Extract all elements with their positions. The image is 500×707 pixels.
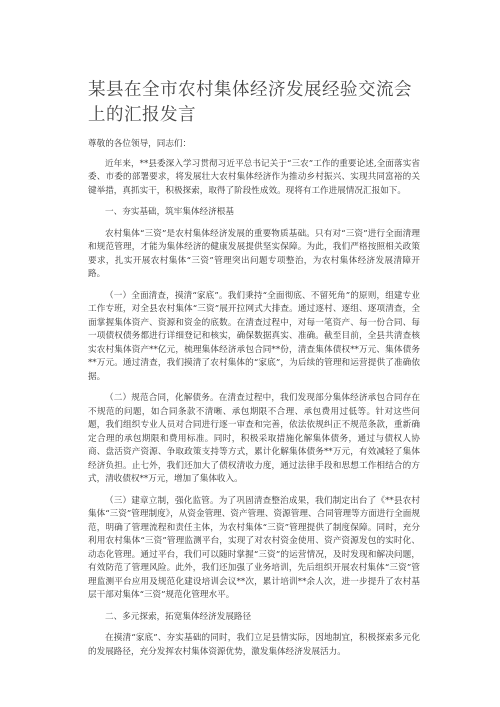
section-1-heading: 一、夯实基础，筑牢集体经济根基 <box>105 207 234 217</box>
document-title: 某县在全市农村集体经济发展经验交流会上的汇报发言 <box>88 80 412 125</box>
section-2-heading: 二、多元探索，拓宽集体经济发展路径 <box>105 611 252 622</box>
intro-paragraph: 近年来，**县委深入学习贯彻习近平总书记关于“三农”工作的重要论述,全面落实省委、市委的部署要求，将发展壮大农村集体经济作为推动乡村振兴、实现共同富裕的关键举措，真抓实干，积极探索，取得了阶段性成效。现将有工作进展情况汇报如下。 <box>88 158 420 196</box>
section-1-item-3: （三）建章立制，强化监管。为了巩固清查整治成果，我们制定出台了《**县农村集体“三资”管理制度》，从资金管理、资产管理、资源管理、合同管理等方面进行全面规范，明确了管理流程和责任主体，为农村集体“三资”管理提供了制度保障。同时，充分利用农村集体“三资”管理监测平台，实现了对农村资金使用、资产资源发包的实时化、动态化管理。通过平台，我们可以随时掌握“三资”的运营情况，及时发现和解决问题，有效防范了管理风险。此外，我们还加强了业务培训，先后组织开展农村集体“三资”管理监测平台应用及规范化建设培训会议**次，累计培训**余人次，进一步提升了农村基层干部对集体“三资”规范化管理水平。 <box>88 495 420 600</box>
salutation: 尊敬的各位领导，同志们： <box>88 139 192 149</box>
section-1-item-2: （二）规范合同，化解债务。在清查过程中，我们发现部分集体经济承包合同存在不规范的问题，如合同条款不清晰、承包期限不合理、承包费用过低等。针对这些问题，我们组织专业人员对合同进行逐一审查和完善，依法依规纠正不规范条款，重新确定合理的承包期限和费用标准。同时，积极采取措施化解集体债务，通过与债权人协商、盘活资产资源、争取政策支持等方式，累计化解集体债务**万元，有效减轻了集体经济负担。止七外，我们还加大了债权清收力度，通过法律手段和思想工作相结合的方式，清收债权**万元，增加了集体收入。 <box>88 393 420 484</box>
section-2-paragraph: 在摸清“家底”、夯实基础的同时，我们立足县情实际，因地制宜，积极探索多元化的发展路径，充分发挥农村集体资源优势，激发集体经济发展活力。 <box>88 633 420 657</box>
section-1-paragraph: 农村集体“三资”是农村集体经济发展的重要物质基础。只有对“三资”进行全面清理和规范管理，才能为集体经济的健康发展提供坚实保障。为此，我们严格按照相关政策要求，扎实开展农村集体“三资”管理突出问题专项整治，为农村集体经济发展清障开路。 <box>88 228 420 279</box>
section-1-item-1: （一）全面清查，摸清“家底”。我们秉持“全面彻底、不留死角”的原则，组建专业工作专班，对全县农村集体“三资”展开拉网式大排查。通过逐村、逐组、逐项清查，全面掌握集体资产、资源和资金的底数。在清查过程中，对每一笔资产、每一份合同、每一项债权债务都进行详细登记和核实，确保数据真实、准确。截至目前，全县共清查核实农村集体资产**亿元，梳理集体经济承包合同**份，清查集体债权**万元、集体债务**万元。通过清查，我们摸清了农村集体的“家底”，为后续的管理和运营提供了准确依据。 <box>88 290 420 382</box>
